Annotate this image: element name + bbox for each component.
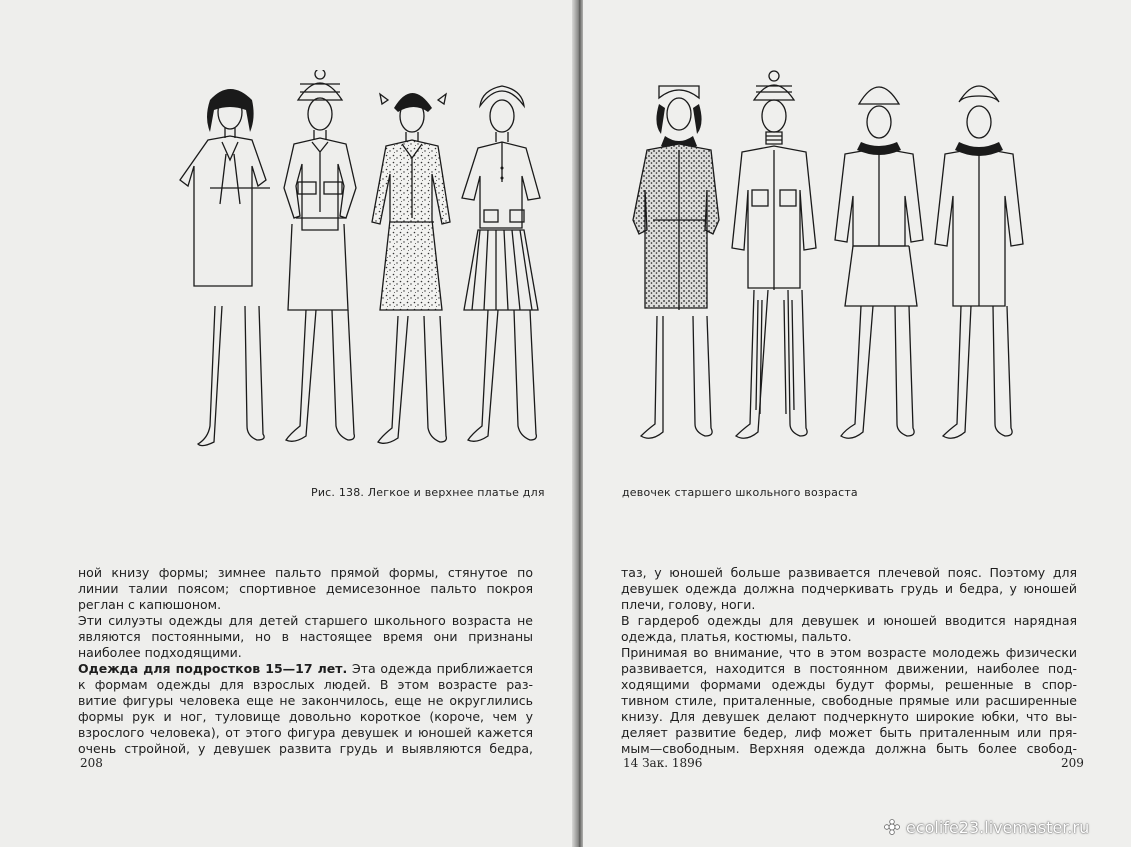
text-line: таз, у юношей больше развивается плечевой пояс. Поэтому для <box>621 565 1077 580</box>
text-line: реглан с капюшоном. <box>78 597 222 612</box>
figure-caption: Рис. 138. Легкое и верхнее платье для <box>311 486 545 499</box>
section-heading-line <box>78 661 533 677</box>
body-text-right <box>621 565 1077 757</box>
text-line: наиболее подходящими. <box>78 645 242 660</box>
figure-girl-suit <box>284 70 356 441</box>
text-line: Эта одежда приближается <box>347 661 533 676</box>
figure-girl-tweed-dress <box>372 93 450 443</box>
watermark-text: ecolife23.livemaster.ru <box>906 818 1090 837</box>
text-line: девушек одежда должна подчеркивать грудь и бедра, у юношей <box>621 581 1077 596</box>
text-line: плечи, голову, ноги. <box>621 597 756 612</box>
figure-girl-pleated-skirt <box>462 86 540 441</box>
figure-girl-long-coat <box>935 86 1023 438</box>
page-number: 209 <box>1061 756 1084 770</box>
text-line: Принимая во внимание, что в этом возрасте молодежь физически <box>621 645 1077 660</box>
text-line: Эти силуэты одежды для детей старшего школьного возраста не <box>78 613 533 628</box>
text-line: одежда, платья, костюмы, пальто. <box>621 629 852 644</box>
illustration-left <box>170 70 550 460</box>
figure-boy-jacket <box>732 71 816 438</box>
watermark <box>884 818 1089 837</box>
flower-icon <box>884 819 900 835</box>
text-line: линии талии поясом; спортивное демисезонное пальто покроя <box>78 581 533 596</box>
text-line: тивном стиле, приталенные, свободные прямые или расширенные <box>621 693 1077 708</box>
text-line: В гардероб одежды для девушек и юношей вводится нарядная <box>621 613 1077 628</box>
text-line: взрослого человека), от этого фигура девушек и юношей кажется <box>78 725 533 740</box>
text-line: к формам одежды для взрослых людей. В этом возрасте раз- <box>78 677 533 692</box>
text-line: очень стройной, у девушек развита грудь и выявляются бедра, <box>78 741 533 756</box>
text-line: деляет развитие бедер, лиф может быть приталенным или пря- <box>621 725 1077 740</box>
text-line: мым—свободным. Верхняя одежда должна быть более свобод- <box>621 741 1077 756</box>
body-text-left <box>78 565 533 757</box>
figure-girl-short-coat <box>835 87 923 438</box>
section-heading: Одежда для подростков 15—17 лет. <box>78 661 348 676</box>
figure-caption-continued: девочек старшего школьного возраста <box>622 486 858 499</box>
right-page <box>583 0 1131 847</box>
text-line: формы рук и ног, туловище довольно короткое (короче, чем у <box>78 709 533 724</box>
page-number: 208 <box>80 756 103 770</box>
text-line: витие фигуры человека еще не закончилось, еще не округлились <box>78 693 533 708</box>
text-line: развивается, находится в постоянном движении, наиболее под- <box>621 661 1077 676</box>
figure-girl-dress <box>180 89 270 446</box>
figure-girl-tweed-coat <box>633 86 719 438</box>
illustration-right <box>613 70 1033 460</box>
text-line: являются постоянными, но в настоящее время они признаны <box>78 629 533 644</box>
text-line: ходящими формами одежды будут формы, решенные в спор- <box>621 677 1077 692</box>
text-line: ной книзу формы; зимнее пальто прямой формы, стянутое по <box>78 565 533 580</box>
text-line: книзу. Для девушек делают подчеркнуто широкие юбки, что вы- <box>621 709 1077 724</box>
printer-signature: 14 Зак. 1896 <box>623 756 703 770</box>
